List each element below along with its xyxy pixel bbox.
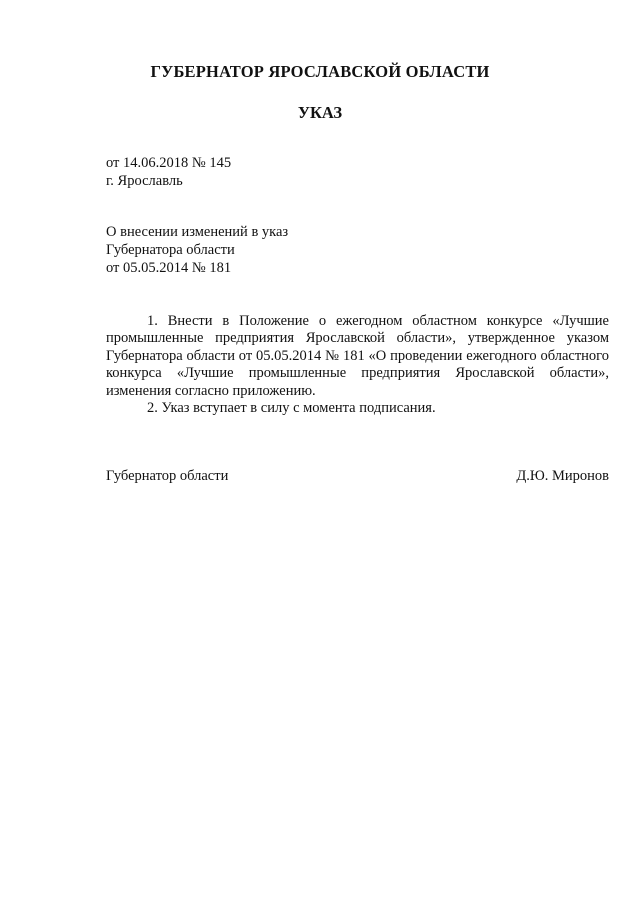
signature-name: Д.Ю. Миронов xyxy=(516,468,609,484)
document-date-number: от 14.06.2018 № 145 xyxy=(106,155,232,171)
document-body xyxy=(106,313,609,417)
subject-line: Губернатора области xyxy=(106,242,235,258)
signature-position: Губернатор области xyxy=(106,468,229,484)
body-paragraph: 1. Внести в Положение о ежегодном областном конкурсе «Лучшие промышленные предприятия Ярославской области», утвержденное указом Губернатора области от 05.05.2014 № 181 «О проведении ежегодного областного конкурса «Лучшие промышленные предприятия Ярославской области», изменения согласно приложению. xyxy=(106,313,609,399)
document-kind: УКАЗ xyxy=(297,103,343,122)
subject-line: О внесении изменений в указ xyxy=(106,224,289,240)
document-city: г. Ярославль xyxy=(106,173,183,189)
body-paragraph: 2. Указ вступает в силу с момента подписания. xyxy=(147,400,436,417)
subject-line: от 05.05.2014 № 181 xyxy=(106,260,232,276)
document-title: ГУБЕРНАТОР ЯРОСЛАВСКОЙ ОБЛАСТИ xyxy=(150,62,490,81)
